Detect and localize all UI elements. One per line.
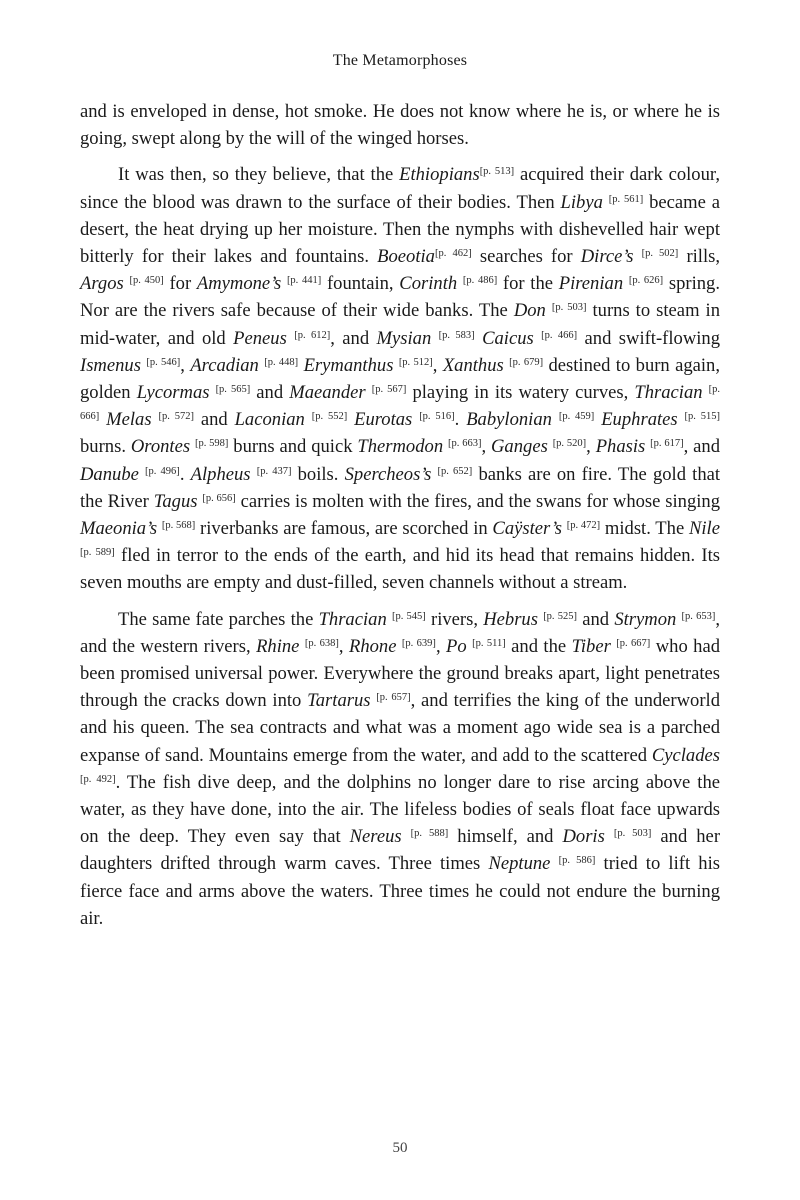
proper-name: Neptune: [488, 853, 551, 875]
text-run: and the: [505, 635, 572, 657]
text-run: acquired their dark colour, since the blood was drawn to the surface of their bodies. Then: [80, 164, 720, 213]
proper-name: Melas: [106, 409, 152, 431]
proper-name: Don: [513, 300, 546, 322]
page-reference: [p. 663]: [448, 438, 482, 450]
page-reference: [p. 588]: [410, 828, 449, 840]
page-reference: [p. 503]: [551, 302, 587, 314]
text-run: became a desert, the heat drying up her moisture. Then the nymphs with dishevelled hair wept bitterly for their lakes and fountains.: [80, 191, 720, 268]
proper-name: Mysian: [376, 327, 432, 349]
page-reference: [p. 462]: [434, 248, 472, 260]
text-run: ,: [435, 635, 447, 657]
page-reference: [p. 441]: [286, 275, 322, 287]
text-run: rivers,: [425, 608, 484, 630]
proper-name: Libya: [560, 191, 603, 213]
text-run: burns and quick: [228, 436, 358, 458]
text-run: who had been promised universal power. Everywhere the ground breaks apart, light penetrates through the cracks down into: [80, 635, 721, 712]
proper-name: Po: [446, 635, 467, 657]
proper-name: Babylonian: [466, 409, 552, 431]
page-reference: [p. 448]: [264, 356, 299, 368]
proper-name: Spercheos’s: [344, 463, 432, 485]
text-run: , and the western rivers,: [80, 608, 720, 657]
proper-name: Ganges: [491, 436, 548, 458]
text-run: [552, 409, 559, 430]
text-run: tried to lift his fierce face and arms above the waters. Three times he could not endure the burning air.: [80, 853, 720, 929]
page-reference: [p. 496]: [145, 465, 180, 477]
page-reference: [p. 520]: [552, 438, 587, 450]
proper-name: Thermodon: [357, 436, 444, 458]
proper-name: Amymone’s: [196, 273, 282, 295]
page-reference: [p. 466]: [541, 329, 578, 341]
page-reference: [p. 583]: [438, 329, 475, 341]
text-run: searches for: [471, 246, 581, 268]
page-reference: [p. 492]: [80, 773, 116, 785]
proper-name: Xanthus: [442, 354, 504, 376]
page-reference: [p. 503]: [613, 828, 652, 840]
page-reference: [p. 513]: [479, 166, 515, 178]
page-reference: [p. 568]: [161, 520, 196, 532]
page-reference: [p. 657]: [376, 692, 411, 704]
page-reference: [p. 679]: [509, 356, 544, 368]
text-run: [678, 409, 685, 430]
proper-name: Cyclades: [651, 744, 720, 766]
page-reference: [p. 666]: [80, 384, 720, 423]
proper-name: Euphrates: [601, 409, 678, 431]
proper-name: Rhine: [256, 635, 300, 657]
page-reference: [p. 450]: [129, 275, 164, 287]
page-reference: [p. 552]: [311, 411, 348, 423]
text-run: [475, 328, 482, 349]
proper-name: Doris: [562, 826, 605, 848]
page-reference: [p. 652]: [437, 465, 473, 477]
text-run: [633, 246, 641, 267]
page-reference: [p. 638]: [304, 637, 339, 649]
text-run: , and: [683, 436, 720, 458]
proper-name: Thracian: [634, 382, 703, 404]
text-run: ,: [432, 354, 443, 376]
proper-name: Tiber: [571, 635, 611, 657]
text-run: and: [250, 382, 290, 404]
proper-name: Nile: [688, 518, 720, 540]
text-run: .: [454, 409, 467, 431]
page-reference: [p. 525]: [543, 610, 578, 622]
page-reference: [p. 437]: [256, 465, 292, 477]
proper-name: Dirce’s: [580, 246, 634, 268]
text-run: destined to burn again, golden: [80, 354, 721, 404]
page-reference: [p. 612]: [294, 329, 331, 341]
page-reference: [p. 656]: [202, 492, 236, 504]
page-number: 50: [392, 1140, 408, 1156]
page-reference: [p. 561]: [608, 193, 644, 205]
proper-name: Alpheus: [190, 463, 251, 485]
page-reference: [p. 459]: [558, 411, 595, 423]
page-reference: [p. 572]: [158, 411, 194, 423]
text-run: playing in its watery curves,: [406, 382, 635, 404]
text-run: boils.: [291, 463, 345, 485]
proper-name: Erymanthus: [303, 354, 394, 376]
page-reference: [p. 626]: [628, 275, 664, 287]
proper-name: Tagus: [153, 490, 198, 512]
proper-name: Argos: [80, 273, 124, 295]
proper-name: Ismenus: [80, 354, 141, 376]
proper-name: Boeotia: [377, 246, 435, 268]
text-run: . The fish dive deep, and the dolphins no longer dare to rise arcing above the water, as they have done, into the air. The lifeless bodies of seals float face upwards on the deep. They even say that: [80, 771, 720, 848]
text-run: [605, 826, 614, 847]
page-reference: [p. 653]: [681, 610, 716, 622]
proper-name: Laconian: [234, 409, 305, 431]
text-run: .: [179, 463, 191, 485]
text-run: fled in terror to the ends of the earth, and hid its head that remains hidden. Its seven mouths are empty and dust-filled, seven channels without a stream.: [80, 545, 720, 594]
proper-name: Strymon: [614, 608, 677, 630]
text-run: [402, 826, 411, 847]
text-run: and: [193, 409, 235, 431]
text-run: [431, 328, 438, 349]
proper-name: Eurotas: [354, 409, 413, 431]
text-run: burns.: [80, 436, 131, 458]
proper-name: Lycormas: [136, 382, 210, 404]
text-run: and: [577, 608, 615, 630]
proper-name: Orontes: [130, 436, 191, 458]
proper-name: Peneus: [233, 327, 287, 349]
text-run: ,: [180, 354, 191, 376]
page-reference: [p. 586]: [558, 855, 596, 867]
proper-name: Phasis: [595, 436, 646, 458]
text-run: for: [163, 273, 197, 295]
text-run: and is enveloped in dense, hot smoke. He does not know where he is, or where he is going, swept along by the will of the winged horses.: [80, 101, 720, 150]
proper-name: Maeander: [289, 382, 366, 404]
text-run: ,: [586, 436, 596, 458]
page-reference: [p. 486]: [462, 275, 498, 287]
text-run: turns to steam in mid-water, and old: [80, 300, 720, 349]
proper-name: Corinth: [399, 273, 458, 295]
body-text: [80, 98, 720, 941]
page-reference: [p. 511]: [472, 637, 506, 649]
text-run: rills,: [678, 246, 721, 268]
text-run: ,: [338, 635, 349, 657]
page-reference: [p. 565]: [215, 384, 251, 396]
proper-name: Nereus: [349, 826, 402, 848]
page-reference: [p. 512]: [398, 356, 433, 368]
page-reference: [p. 502]: [641, 248, 679, 260]
page-reference: [p. 639]: [401, 637, 436, 649]
page-reference: [p. 515]: [684, 411, 721, 423]
text-run: spring. Nor are the rivers safe because of their wide banks. The: [80, 273, 720, 322]
text-run: It was then, so they believe, that the: [118, 164, 400, 186]
proper-name: Maeonia’s: [80, 518, 158, 540]
text-run: for the: [497, 273, 559, 295]
text-run: , and terrifies the king of the underworld and his queen. The sea contracts and what was a moment ago wide sea is a parched expanse of sand. Mountains emerge from the water, and add to the scattered: [80, 690, 720, 766]
text-run: ,: [481, 436, 491, 458]
page-reference: [p. 472]: [566, 520, 601, 532]
proper-name: Rhone: [348, 635, 397, 657]
paragraph: [80, 161, 720, 596]
text-run: [550, 853, 558, 874]
page-reference: [p. 516]: [419, 411, 455, 423]
proper-name: Danube: [80, 463, 139, 485]
text-run: carries is molten with the fires, and the swans for whose singing: [235, 490, 720, 512]
proper-name: Caicus: [482, 327, 534, 349]
page-reference: [p. 598]: [194, 438, 229, 450]
text-run: [305, 409, 312, 430]
proper-name: Tartarus: [307, 690, 371, 712]
text-run: fountain,: [321, 273, 400, 295]
proper-name: Caÿster’s: [492, 518, 562, 540]
proper-name: Thracian: [318, 608, 387, 630]
page-reference: [p. 617]: [650, 438, 684, 450]
text-run: riverbanks are famous, are scorched in: [195, 518, 493, 540]
proper-name: Hebrus: [483, 608, 538, 630]
text-run: and her daughters drifted through warm caves. Three times: [80, 826, 721, 875]
text-run: and swift-flowing: [577, 327, 721, 349]
proper-name: Arcadian: [190, 354, 259, 376]
text-run: himself, and: [448, 826, 563, 848]
paragraph: [80, 606, 720, 932]
page-reference: [p. 667]: [616, 637, 651, 649]
proper-name: Pirenian: [558, 273, 624, 295]
text-run: The same fate parches the: [118, 608, 319, 630]
page-reference: [p. 567]: [371, 384, 407, 396]
proper-name: Ethiopians: [399, 164, 480, 186]
running-title: The Metamorphoses: [332, 52, 468, 69]
text-run: , and: [330, 327, 377, 349]
page-reference: [p. 546]: [146, 356, 181, 368]
page-reference: [p. 589]: [80, 547, 115, 559]
text-run: midst. The: [600, 518, 689, 540]
page-reference: [p. 545]: [391, 610, 426, 622]
paragraph: [80, 98, 720, 152]
text-run: banks are on fire. The gold that the River: [80, 463, 721, 512]
